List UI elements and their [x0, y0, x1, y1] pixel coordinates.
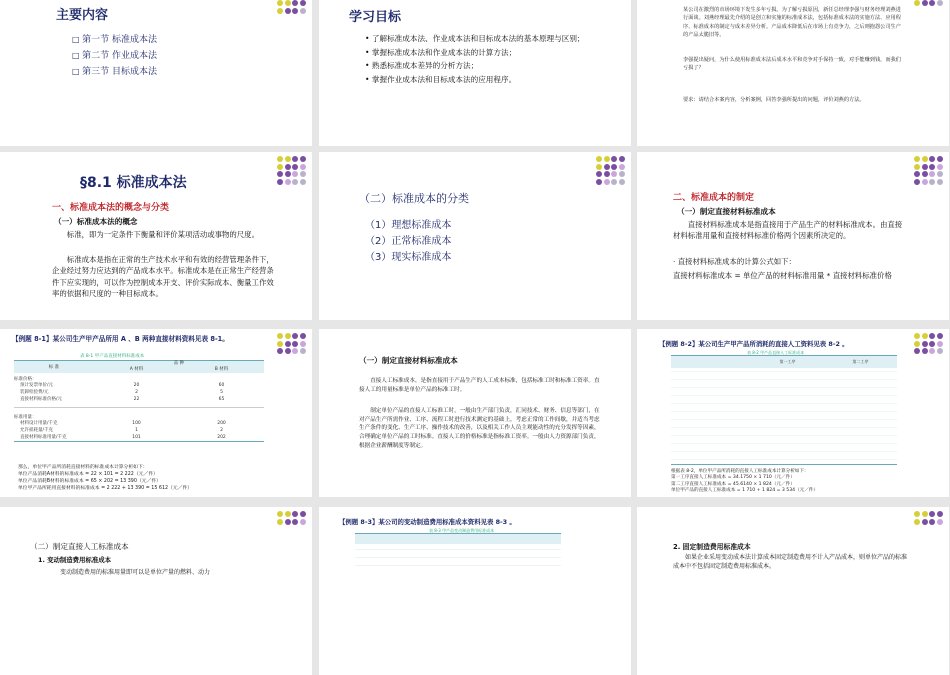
group-label: 标准用量： — [14, 407, 264, 420]
goal-item: • 掌握作业成本法和目标成本法的应用程序。 — [365, 73, 623, 87]
slide-standard-cost[interactable] — [0, 152, 312, 320]
table-row: 直接材料标准价格/元 22 65 — [20, 397, 225, 402]
toc-item: □ 第二节 作业成本法 — [72, 48, 157, 64]
slide-case-study[interactable] — [637, 0, 949, 146]
table-row: 装卸检验费/元 2 5 — [20, 390, 223, 395]
body-text: 变动制造费用的标准用量即可以是单位产量的燃料、动力 — [60, 569, 211, 576]
section-heading: 二、标准成本的制定 — [673, 193, 755, 203]
decor-dots-icon — [914, 333, 944, 354]
sub-heading: （二）制定直接人工标准成本 — [30, 542, 129, 551]
slide-example-8-1[interactable] — [0, 329, 312, 497]
example-title: 【例题 8-1】某公司生产甲产品所用 A 、B 两种直接材料资料见表 8-1。 — [12, 335, 229, 343]
body-text: 如果企业采用变动成本法计算成本固定制造费用不计入产品成本，则单位产品的标准成本中不包括固定制造费用标准成本。 — [673, 554, 908, 570]
decor-dots-icon — [914, 511, 944, 525]
slide-classification[interactable] — [319, 152, 631, 320]
labor-table — [671, 355, 897, 465]
goal-item: • 掌握标准成本法和作业成本法的计算方法； — [365, 46, 623, 60]
body-text: 标准成本是指在正常的生产技术水平和有效的经营管理条件下，企业经过努力应达到的产品成本水平。标准成本是在正常生产经营条件下应实现的，可以作为控制成本开支、评价实际成本、衡量工作效率的依据和尺度的一种目标成本。 — [52, 255, 274, 299]
example-title: 【例题 8-3】某公司的变动制造费用标准成本资料见表 8-3 。 — [339, 518, 516, 526]
calc-text: 那么，单位甲产品所消耗直接材料的标准成本计算分析如下： 单位产品消耗A材料的标准成本 = 22 × 101 = 2 222（元／件） 单位产品消耗B材料的标准成本 = 65 × 202 = 13 390（元／件） 单位甲产品所耗用直接材料的标准成本 = 2 222 + 13 390 = 15 612（元／件） — [18, 465, 193, 491]
sub-heading: （一）标准成本法的概念 — [54, 217, 138, 226]
col-label: A 材料 — [129, 367, 144, 372]
slide-title: 主要内容 — [56, 8, 109, 23]
table-row: 材料设计用量/千克 100 200 — [20, 421, 226, 426]
class-item: （2）正常标准成本 — [365, 236, 452, 247]
toc-list — [72, 32, 157, 80]
col-label: B 材料 — [214, 367, 229, 372]
col-header: 品 种 — [173, 361, 185, 366]
slide-title: 学习目标 — [349, 10, 402, 25]
table-caption: 表 8-2 甲产品直接人工标准成本 — [747, 350, 805, 355]
goals-list — [365, 32, 623, 86]
decor-dots-icon — [277, 511, 307, 525]
section-heading: 一、标准成本法的概念与分类 — [52, 203, 170, 213]
slide-example-8-2[interactable] — [637, 329, 949, 497]
case-para: 李强提出疑问，为什么使用标准成本法后成本水平和竞争对手保持一致，对手能赚到钱，而我们亏损了？ — [683, 57, 901, 72]
slide-example-8-3[interactable] — [319, 507, 631, 675]
body-text: 制定单位产品的直接人工标准工时，一般由生产部门负责，汇同技术、财务、信息等部门，在对产品生产所需作业、工序、流程工时进行技术测定的基础上，考虑正常的工作间歇，并适当考虑生产条件的变化、生产工序、操作技术的改善，以及相关工作人员主观能动性的充分发挥等因素，合理确定单位产品的工时标准。直接人工的价格标准是指标准工资率。一般由人力资源部门负责，根据企业薪酬制度等制定。 — [359, 408, 600, 449]
table-row: 允许损耗量/千克 1 2 — [20, 428, 223, 433]
example-title: 【例题 8-2】某公司生产甲产品所消耗的直接人工资料见表 8-2 。 — [659, 340, 849, 348]
sub-heading: （一）制定直接材料标准成本 — [677, 207, 776, 216]
decor-dots-icon — [277, 0, 307, 14]
table-row: 预计发票单价/元 20 60 — [20, 383, 225, 388]
slide-fixed-overhead[interactable] — [637, 507, 949, 675]
decor-dots-icon — [914, 156, 944, 185]
decor-dots-icon — [914, 0, 944, 6]
overhead-table — [355, 533, 561, 573]
decor-dots-icon — [596, 156, 626, 185]
toc-item: □ 第三节 目标成本法 — [72, 64, 157, 80]
body-text: · 直接材料标准成本的计算公式如下： — [673, 257, 796, 266]
table-row: 直接材料标准用量/千克 101 202 — [14, 434, 264, 442]
slide-title: （二）标准成本的分类 — [359, 192, 469, 205]
case-para: 要求：请结合本案内容，分析案例，回答李强所提出的问题，评价刘燕的方法。 — [683, 97, 865, 103]
sub-heading: 1. 变动制造费用标准成本 — [38, 556, 112, 564]
slide-title: §8.1 标准成本法 — [80, 175, 187, 191]
col-label: 第一工序 — [779, 359, 796, 364]
decor-dots-icon — [277, 156, 307, 185]
sub-heading: （一）制定直接材料标准成本 — [359, 356, 458, 365]
table-caption: 表 8-1 甲产品直接材料标准成本 — [80, 354, 145, 359]
body-text: 直接材料标准成本是指直接用于产品生产的材料标准成本。由直接材料标准用量和直接材料标准价格两个因素所决定的。 — [673, 220, 903, 241]
decor-dots-icon — [277, 333, 307, 354]
slide-direct-labor[interactable] — [319, 329, 631, 497]
goal-item: • 了解标准成本法、作业成本法和目标成本法的基本原理与区别； — [365, 32, 623, 46]
case-para: 某公司在激烈的市场环境下发生多年亏损。为了解亏损原因，新任总经理李强与财务经理刘燕进行面谈。刘燕经理最先介绍的是创立和实施的标准成本法，包括标准成本法的实施方法、应用程序、标准成本的制定与成本差异分析。产品成本降低后在市场上有竞争力，之后则抱怨公司生产的产品太脆旧等。 — [683, 7, 901, 38]
slide-overhead[interactable] — [0, 507, 312, 675]
slide-cost-setting[interactable] — [637, 152, 949, 320]
body-text: 标准，即为一定条件下衡量和评价某项活动或事物的尺度。 — [66, 230, 259, 239]
formula-text: 直接材料标准成本 = 单位产品的材料标准用量 * 直接材料标准价格 — [673, 271, 892, 280]
material-table — [14, 360, 264, 442]
sub-heading: 2. 固定制造费用标准成本 — [673, 543, 751, 551]
body-text: 直接人工标准成本，是指直接用于产品生产的人工成本标准，包括标准工时和标准工资率。直接人工的用量标准是单位产品的标准工时。 — [359, 378, 600, 393]
class-list — [365, 218, 451, 266]
goal-item: • 熟悉标准成本差异的分析方法； — [365, 59, 623, 73]
calc-text: 根据表 8-2，单位甲产品所消耗的直接人工标准成本计算分析如下： 第一工序直接人工标准成本 = 34.1750 × 1 710（元／件） 第二工序直接人工标准成本 = 45.6140 × 1 824（元／件） 单位甲产品的直接人工标准成本 = 1 710 + 1 824 = 3 534（元／件） — [671, 469, 819, 494]
class-item: （1）理想标准成本 — [365, 220, 452, 231]
class-item: （3）现实标准成本 — [365, 252, 452, 263]
toc-item: □ 第一节 标准成本法 — [72, 32, 157, 48]
slide-main-content[interactable] — [0, 0, 312, 146]
row-header: 标 准 — [48, 365, 60, 370]
slide-learning-goals[interactable] — [319, 0, 631, 146]
col-label: 第二工序 — [852, 359, 869, 364]
table-caption: 表 8-3 甲产品变动制造费用标准成本 — [429, 528, 495, 533]
group-label: 标准价格： — [14, 377, 37, 382]
